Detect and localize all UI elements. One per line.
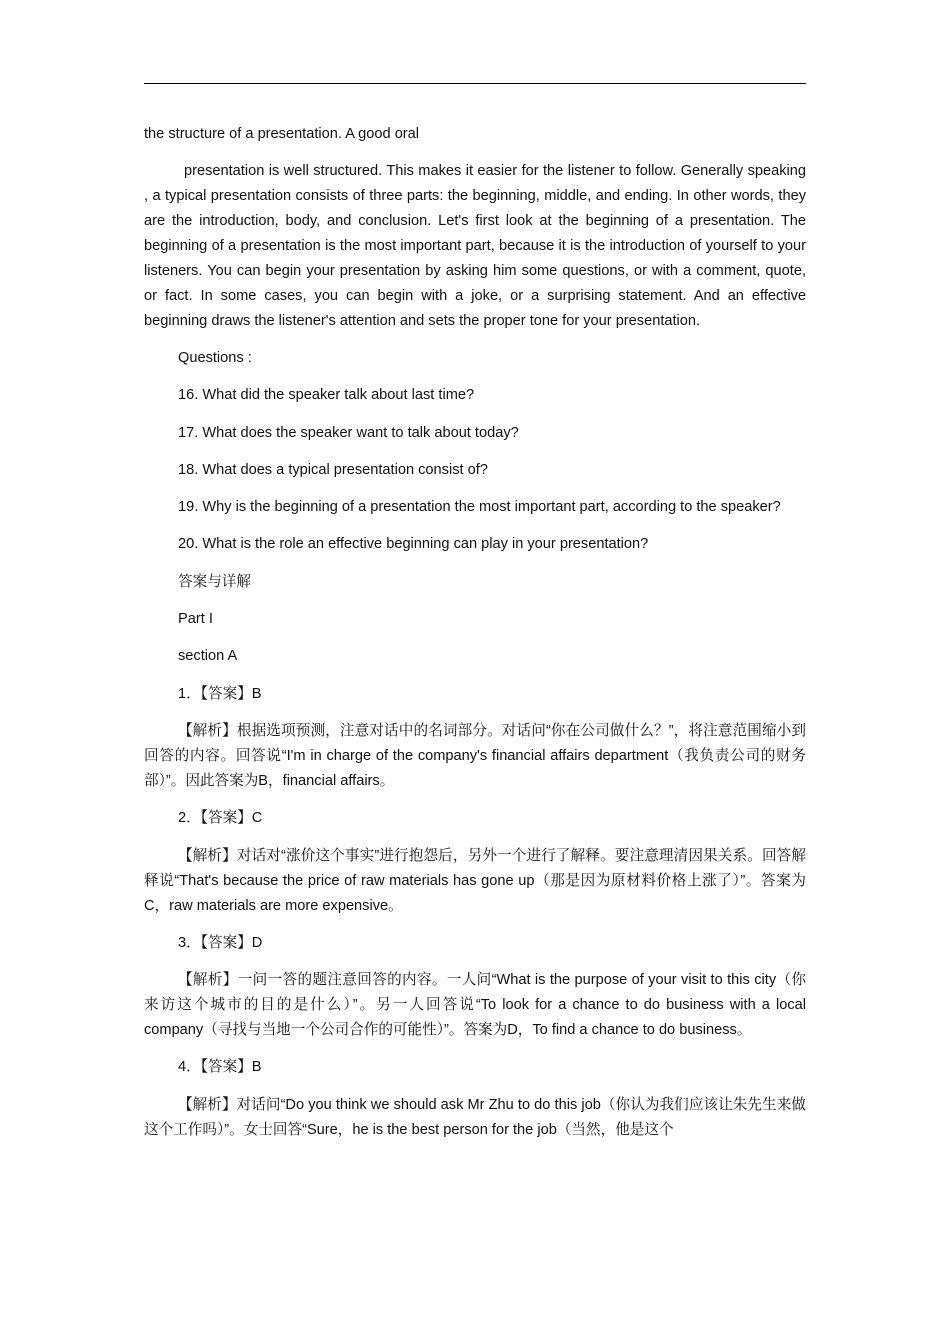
answer-3: 3．【答案】D [178, 934, 263, 951]
answers-heading: 答案与详解 [178, 573, 251, 590]
passage-paragraph: presentation is well structured. This makes it easier for the listener to follow. Generally speaking , a typical presentation consists of three parts: the beginning, middle, and ending. In other words, they are the introduction, body, and conclusion. Let's first look at the beginning of a presentation. The beginning of a presentation is the most important part, because it is the introduction of yourself to your listeners. You can begin your presentation by asking him some questions, or with a comment, quote, or fact. In some cases, you can begin with a joke, or a surprising statement. And an effective beginning draws the listener's attention and sets the proper tone for your presentation. [144, 163, 806, 329]
explanation-3: 【解析】一问一答的题注意回答的内容。一人问“What is the purpose of your visit to this city（你来访这个城市的目的是什么）”。另一人回答说“To look for a chance to do business with a local company（寻找与当地一个公司合作的可能性）”。答案为D，To find a chance to do business。 [144, 972, 806, 1039]
intro-line: the structure of a presentation. A good oral [144, 126, 420, 142]
question-17: 17. What does the speaker want to talk about today? [178, 424, 519, 441]
section-label: section A [178, 648, 238, 665]
document-body [144, 122, 806, 1155]
answer-1: 1．【答案】B [178, 685, 262, 702]
explanation-1: 【解析】根据选项预测，注意对话中的名词部分。对话问“你在公司做什么？”，将注意范围缩小到回答的内容。回答说“I'm in charge of the company's financial affairs department（我负责公司的财务部）”。因此答案为B，financial affairs。 [144, 722, 806, 789]
answer-4: 4．【答案】B [178, 1059, 262, 1076]
questions-heading: Questions : [178, 350, 252, 366]
explanation-2: 【解析】对话对“涨价这个事实”进行抱怨后，另外一个进行了解释。要注意理清因果关系。回答解释说“That's because the price of raw materials has gone up（那是因为原材料价格上涨了）”。答案为C，raw materials are more expensive。 [144, 847, 806, 914]
question-19: 19. Why is the beginning of a presentation the most important part, according to the speaker? [178, 499, 781, 516]
explanation-4: 【解析】对话问“Do you think we should ask Mr Zhu to do this job（你认为我们应该让朱先生来做这个工作吗）”。女士回答“Sure，he is the best person for the job（当然，他是这个 [144, 1096, 806, 1138]
header-rule [144, 83, 806, 84]
question-18: 18. What does a typical presentation consist of? [178, 461, 488, 478]
question-16: 16. What did the speaker talk about last time? [178, 387, 475, 404]
answer-2: 2．【答案】C [178, 810, 263, 827]
part-label: Part I [178, 611, 213, 628]
question-20: 20. What is the role an effective beginning can play in your presentation? [178, 536, 649, 553]
